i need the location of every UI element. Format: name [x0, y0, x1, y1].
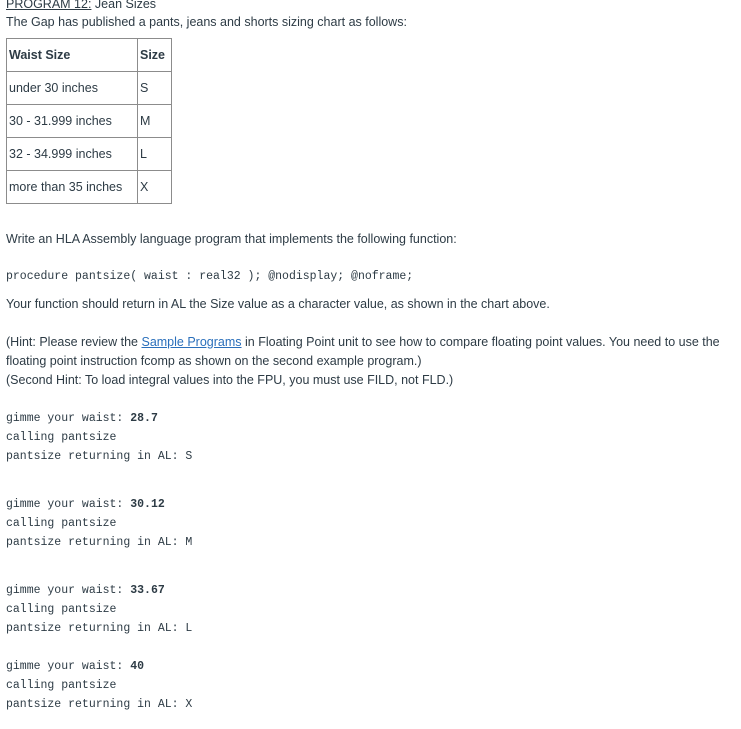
size-cell: S	[138, 72, 172, 105]
example-call: calling pantsize	[6, 517, 117, 530]
example-run	[6, 409, 736, 466]
example-call: calling pantsize	[6, 603, 117, 616]
hint-block	[6, 333, 736, 390]
example-result: pantsize returning in AL: M	[6, 536, 193, 549]
example-input: 40	[130, 660, 145, 673]
example-result: pantsize returning in AL: L	[6, 622, 193, 635]
example-prompt: gimme your waist:	[6, 412, 131, 425]
table-row	[7, 171, 172, 204]
hint-before-link: (Hint: Please review the	[6, 335, 142, 349]
procedure-signature: procedure pantsize( waist : real32 ); @nodisplay; @noframe;	[6, 270, 414, 283]
example-prompt: gimme your waist:	[6, 498, 131, 511]
example-run	[6, 657, 736, 714]
example-input: 33.67	[130, 584, 165, 597]
second-hint: (Second Hint: To load integral values into the FPU, you must use FILD, not FLD.)	[6, 373, 454, 387]
example-run	[6, 495, 736, 552]
header-waist-size: Waist Size	[7, 39, 138, 72]
example-input: 28.7	[130, 412, 158, 425]
waist-range-cell: 30 - 31.999 inches	[7, 105, 138, 138]
program-title	[6, 0, 736, 12]
hint-after-link: in Floating Point unit to see how to compare floating point values. You need to use the floating point instruction fcomp as shown on the second example program.)	[6, 335, 720, 368]
table-row	[7, 72, 172, 105]
size-cell: X	[138, 171, 172, 204]
task-text: Write an HLA Assembly language program that implements the following function:	[6, 232, 457, 246]
table-header-row	[7, 39, 172, 72]
example-prompt: gimme your waist:	[6, 584, 131, 597]
example-input: 30.12	[130, 498, 165, 511]
sample-programs-link[interactable]: Sample Programs	[141, 335, 242, 349]
example-call: calling pantsize	[6, 431, 117, 444]
assignment-page	[6, 0, 736, 714]
example-result: pantsize returning in AL: S	[6, 450, 193, 463]
return-note: Your function should return in AL the Size value as a character value, as shown in the chart above.	[6, 297, 550, 311]
size-cell: M	[138, 105, 172, 138]
size-cell: L	[138, 138, 172, 171]
header-size: Size	[138, 39, 172, 72]
size-chart-table	[6, 38, 172, 204]
waist-range-cell: under 30 inches	[7, 72, 138, 105]
table-row	[7, 138, 172, 171]
waist-range-cell: 32 - 34.999 inches	[7, 138, 138, 171]
table-row	[7, 105, 172, 138]
example-call: calling pantsize	[6, 679, 117, 692]
waist-range-cell: more than 35 inches	[7, 171, 138, 204]
example-result: pantsize returning in AL: X	[6, 698, 193, 711]
program-label: PROGRAM 12:	[6, 0, 92, 11]
program-name: Jean Sizes	[91, 0, 157, 11]
intro-text: The Gap has published a pants, jeans and shorts sizing chart as follows:	[6, 15, 407, 29]
example-run	[6, 581, 736, 638]
example-prompt: gimme your waist:	[6, 660, 131, 673]
